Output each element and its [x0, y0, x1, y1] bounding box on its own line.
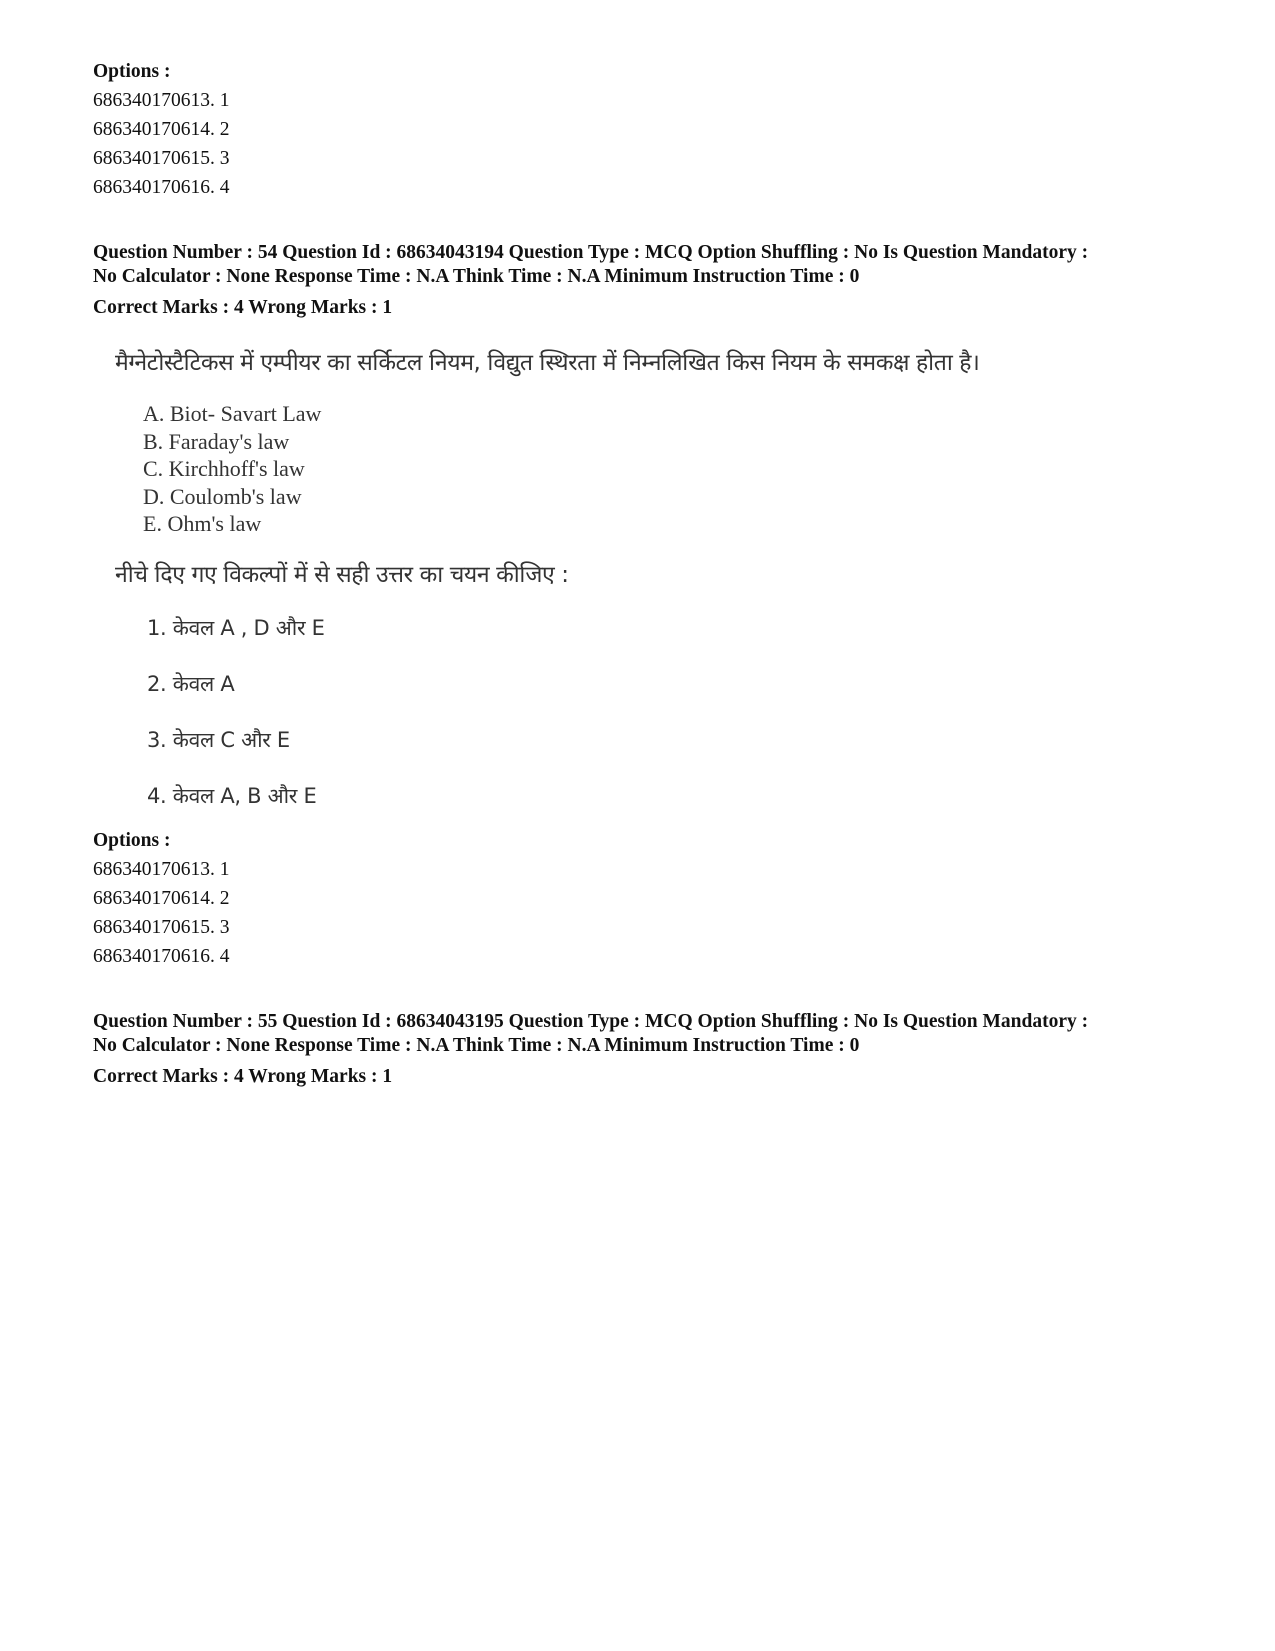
question-55-header [93, 1010, 1215, 1091]
question-text: मैग्नेटोस्टैटिकस में एम्पीयर का सर्किटल नियम, विद्युत स्थिरता में निम्नलिखित किस नियम के समकक्ष होता है। [115, 350, 980, 376]
option-item: 686340170614. 2 [93, 119, 230, 140]
question-meta-line-2: No Calculator : None Response Time : N.A Think Time : N.A Minimum Instruction Time : 0 [93, 1035, 860, 1056]
options-label: Options : [93, 61, 171, 82]
statement-c: C. Kirchhoff's law [143, 456, 305, 481]
option-item: 686340170616. 4 [93, 177, 230, 198]
question-54-image [115, 348, 1115, 810]
option-item: 686340170616. 4 [93, 946, 230, 967]
options-label: Options : [93, 830, 171, 851]
question-54-options [93, 826, 1215, 971]
answer-instruction: नीचे दिए गए विकल्पों में से सही उत्तर का चयन कीजिए : [115, 561, 569, 588]
question-54-header [93, 241, 1215, 322]
question-marks: Correct Marks : 4 Wrong Marks : 1 [93, 1066, 393, 1087]
statement-a: A. Biot- Savart Law [143, 401, 322, 426]
option-item: 686340170613. 1 [93, 90, 230, 111]
option-item: 686340170613. 1 [93, 859, 230, 880]
statement-b: B. Faraday's law [143, 428, 290, 454]
top-options-section [93, 57, 1215, 202]
choice-4: 4. केवल A, B और E [147, 783, 317, 808]
question-meta-line-2: No Calculator : None Response Time : N.A Think Time : N.A Minimum Instruction Time : 0 [93, 266, 860, 287]
statement-e: E. Ohm's law [143, 511, 262, 536]
choice-3: 3. केवल C और E [147, 727, 290, 752]
statement-d: D. Coulomb's law [143, 483, 302, 509]
question-meta-line-1: Question Number : 54 Question Id : 68634043194 Question Type : MCQ Option Shuffling : No Is Question Mandatory : [93, 242, 1089, 263]
option-item: 686340170614. 2 [93, 888, 230, 909]
question-marks: Correct Marks : 4 Wrong Marks : 1 [93, 297, 393, 318]
option-item: 686340170615. 3 [93, 917, 230, 938]
choice-1: 1. केवल A , D और E [147, 615, 325, 640]
choice-2: 2. केवल A [147, 671, 235, 696]
question-meta-line-1: Question Number : 55 Question Id : 68634043195 Question Type : MCQ Option Shuffling : No Is Question Mandatory : [93, 1011, 1089, 1032]
option-item: 686340170615. 3 [93, 148, 230, 169]
